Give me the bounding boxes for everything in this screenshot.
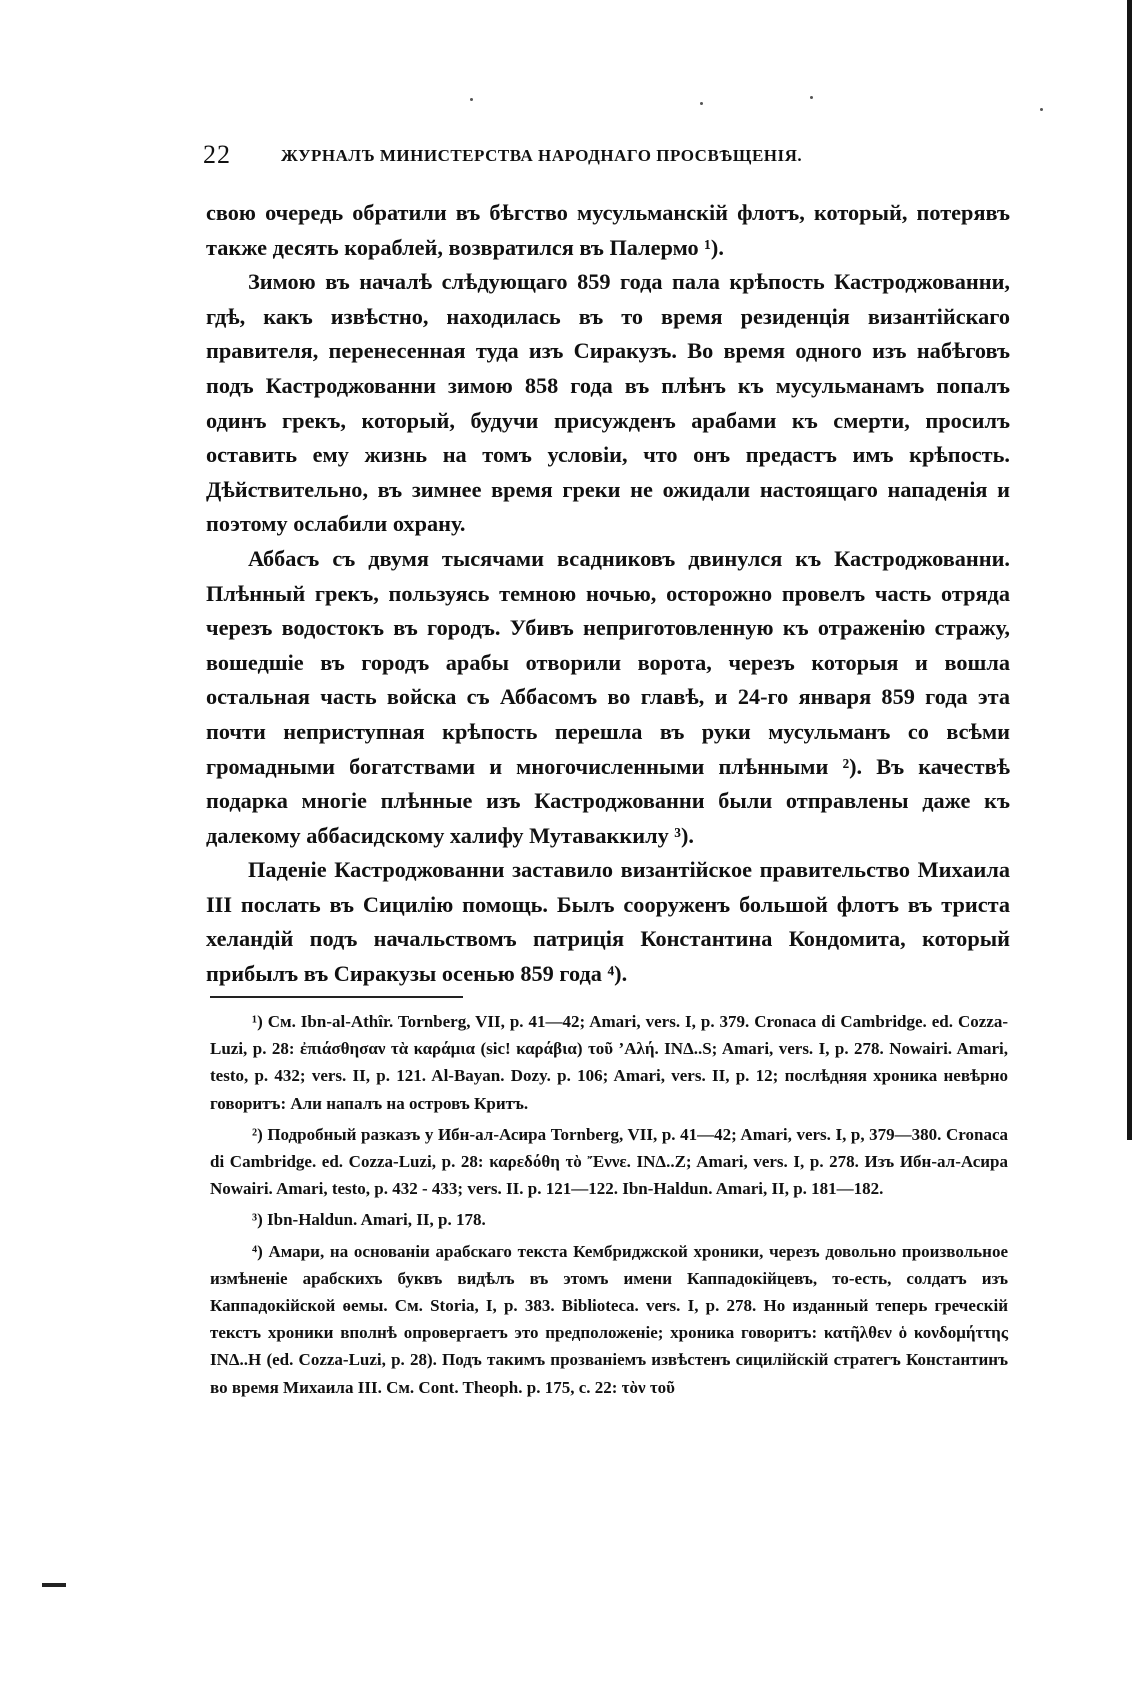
scan-speck: [700, 102, 703, 105]
footnote-2: ²) Подробный разказъ у Ибн-ал-Асира Tornberg, VII, p. 41—42; Amari, vers. I, p, 379—380. Cronaca di Cambridge. ed. Cozza-Luzi, p. 28: καρεδόθη τὸ Ἔννε. INΔ..Z; Amari, vers. I, p. 278. Изъ Ибн-ал-Асира Nowairi. Amari, testo, p. 432 - 433; vers. II. p. 121—122. Ibn-Haldun. Amari, II, p. 181—182.: [210, 1124, 1008, 1199]
footnote-3: ³) Ibn-Haldun. Amari, II, p. 178.: [252, 1210, 486, 1230]
paragraph: Паденіе Кастроджованни заставило византійское правительство Михаила III послать въ Сицилію помощь. Былъ сооруженъ большой флотъ въ триста хеландій подъ начальствомъ патриція Константина Кондомита, который прибылъ въ Сиракузы осенью 859 года ⁴).: [206, 857, 1010, 987]
main-text: [206, 196, 1010, 992]
scan-speck: [470, 98, 473, 101]
footnote-divider: [210, 996, 463, 998]
footnote-4: ⁴) Амари, на основаніи арабскаго текста Кембриджской хроники, черезъ довольно произвольное измѣненіе арабскихъ буквъ видѣлъ въ этомъ имени Каппадокійцевъ, то-есть, солдатъ изъ Каппадокійской ѳемы. См. Storia, I, p. 383. Biblioteca. vers. I, p. 278. Но изданный теперь греческій текстъ хроники вполнѣ опровергаетъ это предположеніе; хроника говоритъ: κατῆλθεν ὁ κονδομήττης INΔ..H (ed. Cozza-Luzi, p. 28). Подъ такимъ прозваніемъ извѣстенъ сицилійскій стратегъ Константинъ во время Михаила III. См. Cont. Theoph. p. 175, c. 22: τὸν τοῦ: [210, 1241, 1008, 1397]
page-edge-shadow: [1127, 0, 1132, 1140]
running-head: ЖУРНАЛЪ МИНИСТЕРСТВА НАРОДНАГО ПРОСВѢЩЕНІЯ.: [281, 146, 803, 165]
margin-mark: [42, 1583, 66, 1587]
page-number: 22: [203, 140, 231, 169]
page-header: [203, 140, 933, 170]
scan-speck: [810, 96, 813, 99]
scan-speck: [1040, 108, 1043, 111]
paragraph: свою очередь обратили въ бѣгство мусульманскій флотъ, который, потерявъ также десять кораблей, возвратился въ Палермо ¹).: [206, 200, 1010, 260]
paragraph: Аббасъ съ двумя тысячами всадниковъ двинулся къ Кастроджованни. Плѣнный грекъ, пользуясь темною ночью, осторожно провелъ часть отряда черезъ водостокъ въ городъ. Убивъ неприготовленную къ отраженію стражу, вошедшіе въ городъ арабы отворили ворота, черезъ которыя и вошла остальная часть войска съ Аббасомъ во главѣ, и 24-го января 859 года эта почти неприступная крѣпость перешла въ руки мусульманъ со всѣми громадными богатствами и многочисленными плѣнными ²). Въ качествѣ подарка многіе плѣнные изъ Кастроджованни были отправлены даже къ далекому аббасидскому халифу Мутаваккилу ³).: [206, 545, 1010, 848]
footnotes: [210, 1008, 1008, 1405]
footnote-1: ¹) См. Ibn-al-Athîr. Tornberg, VII, p. 41—42; Amari, vers. I, p. 379. Cronaca di Cambridge. ed. Cozza-Luzi, p. 28: ἐπιάσθησαν τὰ καράμια (sic! καράβια) τοῦ ’Αλή. INΔ..S; Amari, vers. I, p. 278. Nowairi. Amari, testo, p. 432; vers. II, p. 121. Al-Bayan. Dozy. p. 106; Amari, vers. II, p. 12; послѣдняя хроника невѣрно говоритъ: Али напалъ на островъ Критъ.: [210, 1012, 1008, 1113]
paragraph: Зимою въ началѣ слѣдующаго 859 года пала крѣпость Кастроджованни, гдѣ, какъ извѣстно, находилась въ то время резиденція византійскаго правителя, перенесенная туда изъ Сиракузъ. Во время одного изъ набѣговъ подъ Кастроджованни зимою 858 года въ плѣнъ къ мусульманамъ попалъ одинъ грекъ, который, будучи присужденъ арабами къ смерти, просилъ оставить ему жизнь на томъ условіи, что онъ предастъ имъ крѣпость. Дѣйствительно, въ зимнее время греки не ожидали настоящаго нападенія и поэтому ослабили охрану.: [206, 269, 1010, 537]
